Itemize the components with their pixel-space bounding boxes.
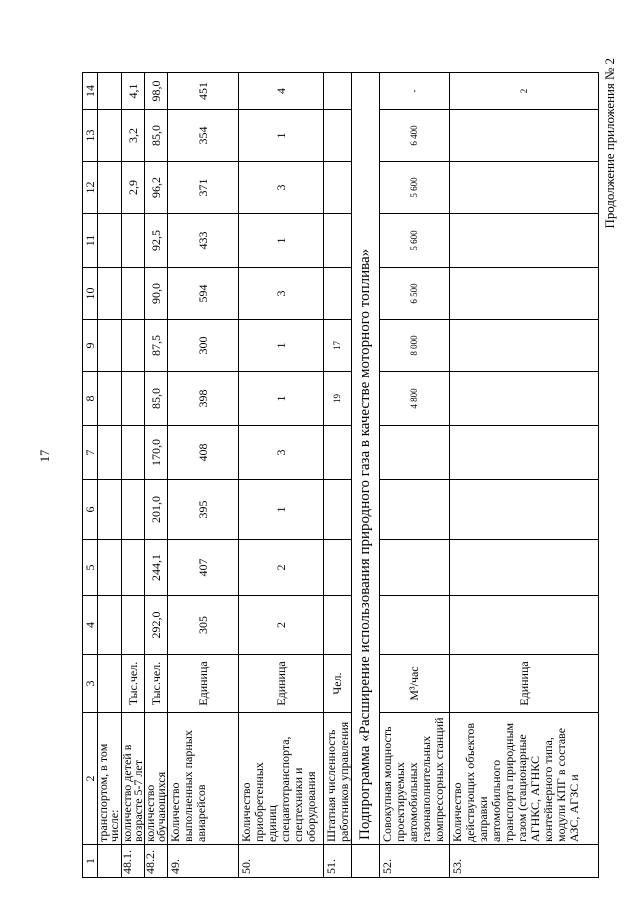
value-cell-col-4 — [380, 596, 450, 655]
column-number-8: 8 — [83, 372, 98, 426]
column-number-9: 9 — [83, 320, 98, 372]
row-number-cell: 50. — [239, 845, 324, 878]
value-cell-col-11 — [98, 214, 122, 268]
row-number-cell: 48.2. — [145, 845, 168, 878]
indicator-row — [380, 73, 450, 878]
indicator-row — [145, 73, 168, 878]
value-cell-col-9: 87,5 — [145, 320, 168, 372]
value-cell-col-13 — [98, 110, 122, 162]
value-cell-col-11: 5 600 — [380, 214, 450, 268]
column-number-14: 14 — [83, 73, 98, 110]
value-cell-col-7: 408 — [168, 426, 239, 480]
value-cell-col-12: 3 — [239, 162, 324, 214]
value-cell-col-9: 17 — [324, 320, 352, 372]
value-cell-col-10: 594 — [168, 268, 239, 320]
value-cell-col-4: 292,0 — [145, 596, 168, 655]
value-cell-col-12: 2,9 — [122, 162, 145, 214]
value-cell-col-6: 395 — [168, 480, 239, 540]
value-cell-col-14: 4 — [239, 73, 324, 110]
indicator-name-cell: Количество выполненных парных авиарейсов — [168, 713, 239, 845]
indicator-name-cell: Количество действующих объектов заправки автомобильного транспорта природным газом (стационарные АГНКС, АГНКС контейнерного типа, модули КПГ в составе АЗС, АГЗС и — [450, 713, 599, 845]
indicator-table — [82, 72, 599, 878]
value-cell-col-9 — [122, 320, 145, 372]
indicator-name-cell: Штатная численность работников управления — [324, 713, 352, 845]
column-number-4: 4 — [83, 596, 98, 655]
value-cell-col-13: 85,0 — [145, 110, 168, 162]
indicator-row — [239, 73, 324, 878]
table-body — [83, 73, 599, 878]
value-cell-col-11 — [324, 214, 352, 268]
value-cell-col-11 — [450, 214, 599, 268]
value-cell-col-4 — [122, 596, 145, 655]
value-cell-col-12: 5 600 — [380, 162, 450, 214]
value-cell-col-4 — [98, 596, 122, 655]
value-cell-col-10 — [324, 268, 352, 320]
value-cell-col-13 — [450, 110, 599, 162]
value-cell-col-5 — [324, 540, 352, 596]
value-cell-col-13: 354 — [168, 110, 239, 162]
value-cell-col-10: 90,0 — [145, 268, 168, 320]
value-cell-col-5 — [98, 540, 122, 596]
column-number-5: 5 — [83, 540, 98, 596]
value-cell-col-12: 96,2 — [145, 162, 168, 214]
value-cell-col-10 — [450, 268, 599, 320]
value-cell-col-8: 398 — [168, 372, 239, 426]
column-number-2: 2 — [83, 713, 98, 845]
indicator-row — [324, 73, 352, 878]
subprogram-title: Подпрограмма «Расширение использования природного газа в качестве моторного топлива» — [352, 73, 380, 845]
indicator-row — [98, 73, 122, 878]
value-cell-col-11: 1 — [239, 214, 324, 268]
value-cell-col-7: 170,0 — [145, 426, 168, 480]
value-cell-col-4 — [324, 596, 352, 655]
value-cell-col-5 — [122, 540, 145, 596]
value-cell-col-8 — [450, 372, 599, 426]
row-number-cell: 49. — [168, 845, 239, 878]
value-cell-col-14: 2 — [450, 73, 599, 110]
column-number-12: 12 — [83, 162, 98, 214]
value-cell-col-14 — [98, 73, 122, 110]
row-number-cell: 53. — [450, 845, 599, 878]
value-cell-col-10 — [98, 268, 122, 320]
row-number-cell: 52. — [380, 845, 450, 878]
value-cell-col-7 — [122, 426, 145, 480]
value-cell-col-5 — [450, 540, 599, 596]
row-number-cell: 48.1. — [122, 845, 145, 878]
value-cell-col-9 — [98, 320, 122, 372]
column-number-7: 7 — [83, 426, 98, 480]
indicator-row — [122, 73, 145, 878]
appendix-continuation-note: Продолжение приложения № 2 — [603, 58, 617, 229]
value-cell-col-8 — [122, 372, 145, 426]
value-cell-col-11: 92,5 — [145, 214, 168, 268]
value-cell-col-7 — [98, 426, 122, 480]
value-cell-col-7 — [324, 426, 352, 480]
value-cell-col-6: 201,0 — [145, 480, 168, 540]
value-cell-col-6 — [450, 480, 599, 540]
page-number: 17 — [38, 449, 52, 463]
indicator-row — [168, 73, 239, 878]
value-cell-col-6 — [122, 480, 145, 540]
value-cell-col-13: 6 400 — [380, 110, 450, 162]
indicator-row — [450, 73, 599, 878]
value-cell-col-13 — [324, 110, 352, 162]
column-number-3: 3 — [83, 655, 98, 713]
value-cell-col-14: 4,1 — [122, 73, 145, 110]
value-cell-col-8: 85,0 — [145, 372, 168, 426]
value-cell-col-9: 300 — [168, 320, 239, 372]
row-number-cell: 51. — [324, 845, 352, 878]
value-cell-col-6 — [98, 480, 122, 540]
indicator-name-cell: Совокупная мощность проектируемых автомобильных газонаполнительных компрессорных станций — [380, 713, 450, 845]
indicator-name-cell: количество детей в возрасте 5-7 лет — [122, 713, 145, 845]
row-number-cell — [98, 845, 122, 878]
value-cell-col-7 — [450, 426, 599, 480]
subprogram-row — [352, 73, 380, 878]
value-cell-col-14: 451 — [168, 73, 239, 110]
value-cell-col-6 — [380, 480, 450, 540]
unit-cell: Единица — [168, 655, 239, 713]
value-cell-col-5 — [380, 540, 450, 596]
value-cell-col-14 — [324, 73, 352, 110]
value-cell-col-12 — [450, 162, 599, 214]
value-cell-col-6 — [324, 480, 352, 540]
unit-cell: Единица — [450, 655, 599, 713]
value-cell-col-5: 244,1 — [145, 540, 168, 596]
value-cell-col-5: 407 — [168, 540, 239, 596]
value-cell-col-4: 2 — [239, 596, 324, 655]
indicator-name-cell: транспортом, в том числе: — [98, 713, 122, 845]
column-number-6: 6 — [83, 480, 98, 540]
value-cell-col-11: 433 — [168, 214, 239, 268]
column-number-10: 10 — [83, 268, 98, 320]
unit-cell: М³/час — [380, 655, 450, 713]
value-cell-col-4: 305 — [168, 596, 239, 655]
unit-cell: Единица — [239, 655, 324, 713]
value-cell-col-7 — [380, 426, 450, 480]
column-number-11: 11 — [83, 214, 98, 268]
value-cell-col-6: 1 — [239, 480, 324, 540]
value-cell-col-12: 371 — [168, 162, 239, 214]
unit-cell — [98, 655, 122, 713]
value-cell-col-10: 6 500 — [380, 268, 450, 320]
value-cell-col-12 — [98, 162, 122, 214]
value-cell-col-13: 3,2 — [122, 110, 145, 162]
value-cell-col-4 — [450, 596, 599, 655]
value-cell-col-10: 3 — [239, 268, 324, 320]
value-cell-col-8: 1 — [239, 372, 324, 426]
column-number-1: 1 — [83, 845, 98, 878]
indicator-name-cell: Количество приобретенных единиц спецавтотранспорта, спецтехники и оборудования — [239, 713, 324, 845]
value-cell-col-9 — [450, 320, 599, 372]
indicator-name-cell: количество обучающихся — [145, 713, 168, 845]
value-cell-col-7: 3 — [239, 426, 324, 480]
value-cell-col-11 — [122, 214, 145, 268]
unit-cell: Тыс.чел. — [145, 655, 168, 713]
value-cell-col-8: 19 — [324, 372, 352, 426]
value-cell-col-12 — [324, 162, 352, 214]
value-cell-col-9: 1 — [239, 320, 324, 372]
value-cell-col-14: 98,0 — [145, 73, 168, 110]
value-cell-col-8: 4 800 — [380, 372, 450, 426]
value-cell-col-14: - — [380, 73, 450, 110]
row-number-cell — [352, 845, 380, 878]
column-number-13: 13 — [83, 110, 98, 162]
value-cell-col-8 — [98, 372, 122, 426]
value-cell-col-13: 1 — [239, 110, 324, 162]
value-cell-col-5: 2 — [239, 540, 324, 596]
value-cell-col-10 — [122, 268, 145, 320]
unit-cell: Тыс.чел. — [122, 655, 145, 713]
unit-cell: Чел. — [324, 655, 352, 713]
value-cell-col-9: 8 000 — [380, 320, 450, 372]
